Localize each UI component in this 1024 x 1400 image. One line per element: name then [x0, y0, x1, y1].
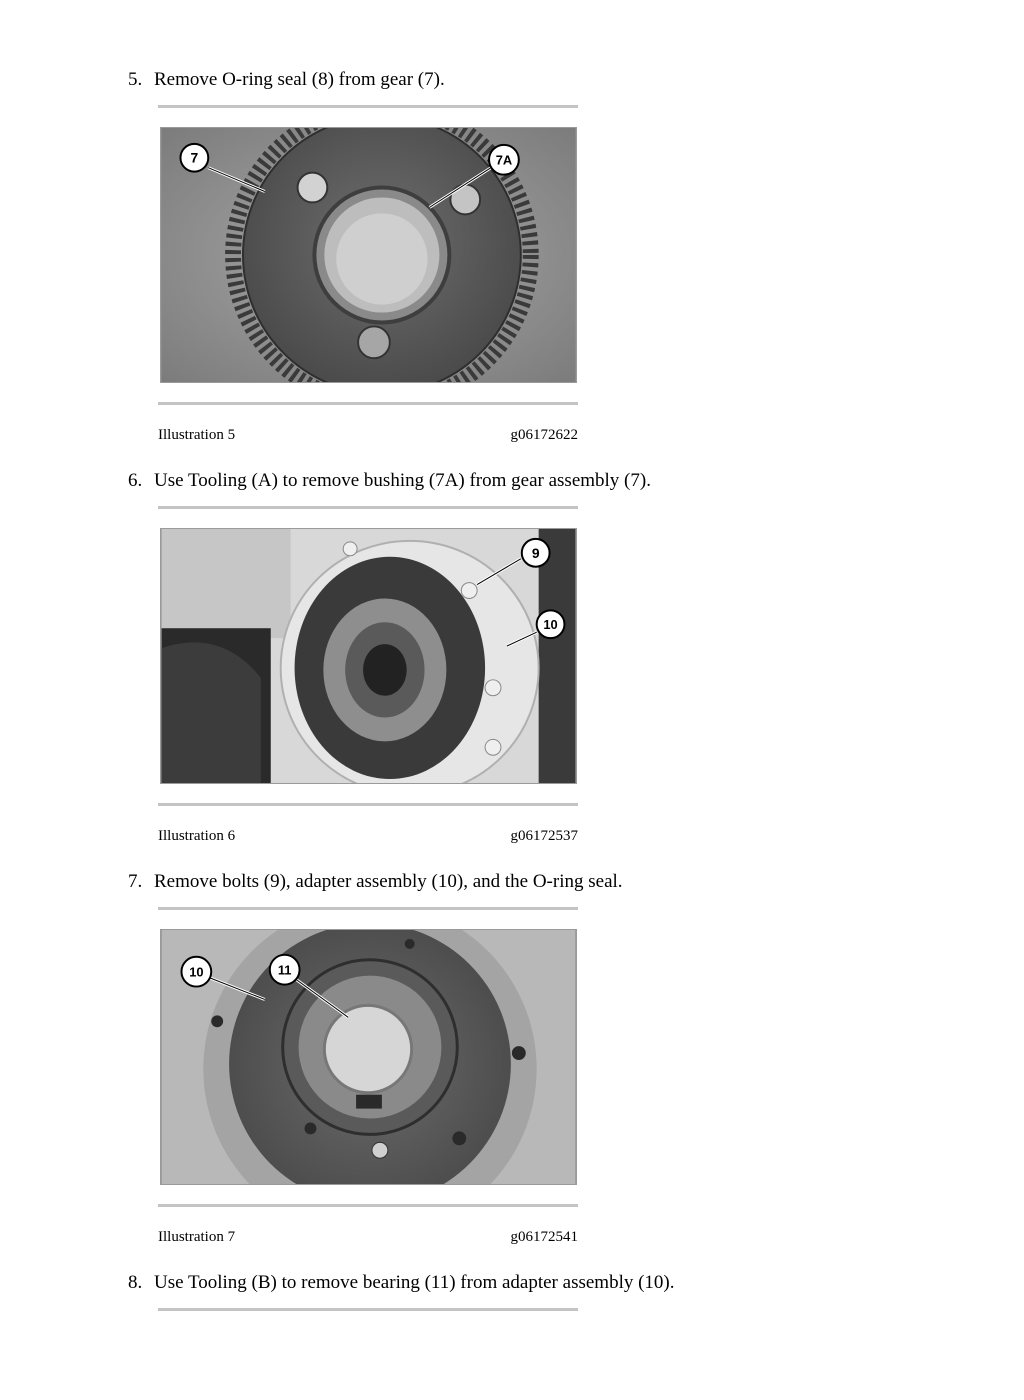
step-6	[128, 469, 651, 493]
step-5	[128, 68, 445, 92]
illustration-6-caption	[158, 827, 578, 845]
step-text: Use Tooling (A) to remove bushing (7A) from gear assembly (7).	[154, 470, 651, 491]
callout-label: 10	[543, 617, 558, 633]
illustration-7-photo	[160, 929, 577, 1185]
callout-label: 7A	[495, 152, 513, 168]
illustration-label: Illustration 6	[158, 828, 236, 844]
divider	[158, 803, 578, 806]
gear-photo	[161, 128, 576, 382]
divider	[158, 506, 578, 509]
divider	[158, 907, 578, 910]
illustration-6-photo	[160, 528, 577, 784]
step-number: 8.	[128, 1272, 143, 1293]
illustration-5-photo	[160, 127, 577, 383]
callout-7	[180, 144, 208, 172]
step-8	[128, 1271, 675, 1295]
callout-7a	[489, 145, 519, 175]
step-number: 7.	[128, 871, 143, 892]
illustration-5-caption	[158, 426, 578, 444]
step-number: 5.	[128, 69, 143, 90]
divider	[158, 1204, 578, 1207]
callout-10	[537, 610, 565, 638]
illustration-label: Illustration 5	[158, 427, 236, 443]
illustration-id: g06172541	[510, 1229, 578, 1245]
step-number: 6.	[128, 470, 143, 491]
divider	[158, 105, 578, 108]
callout-label: 7	[190, 149, 199, 166]
callout-10	[181, 957, 211, 987]
illustration-7-caption	[158, 1228, 578, 1246]
callout-label: 10	[189, 964, 204, 980]
step-text: Remove bolts (9), adapter assembly (10), and the O-ring seal.	[154, 871, 623, 892]
step-text: Use Tooling (B) to remove bearing (11) from adapter assembly (10).	[154, 1272, 675, 1293]
callout-label: 9	[531, 544, 540, 561]
illustration-id: g06172622	[510, 427, 578, 443]
divider	[158, 402, 578, 405]
adapter-bearing-photo	[161, 930, 576, 1184]
adapter-housing-photo	[161, 529, 576, 783]
illustration-label: Illustration 7	[158, 1229, 236, 1245]
step-text: Remove O-ring seal (8) from gear (7).	[154, 69, 445, 90]
callout-11	[270, 955, 300, 985]
step-7	[128, 870, 623, 894]
illustration-id: g06172537	[510, 828, 578, 844]
callout-label: 11	[277, 962, 292, 978]
callout-9	[522, 539, 550, 567]
divider	[158, 1308, 578, 1311]
